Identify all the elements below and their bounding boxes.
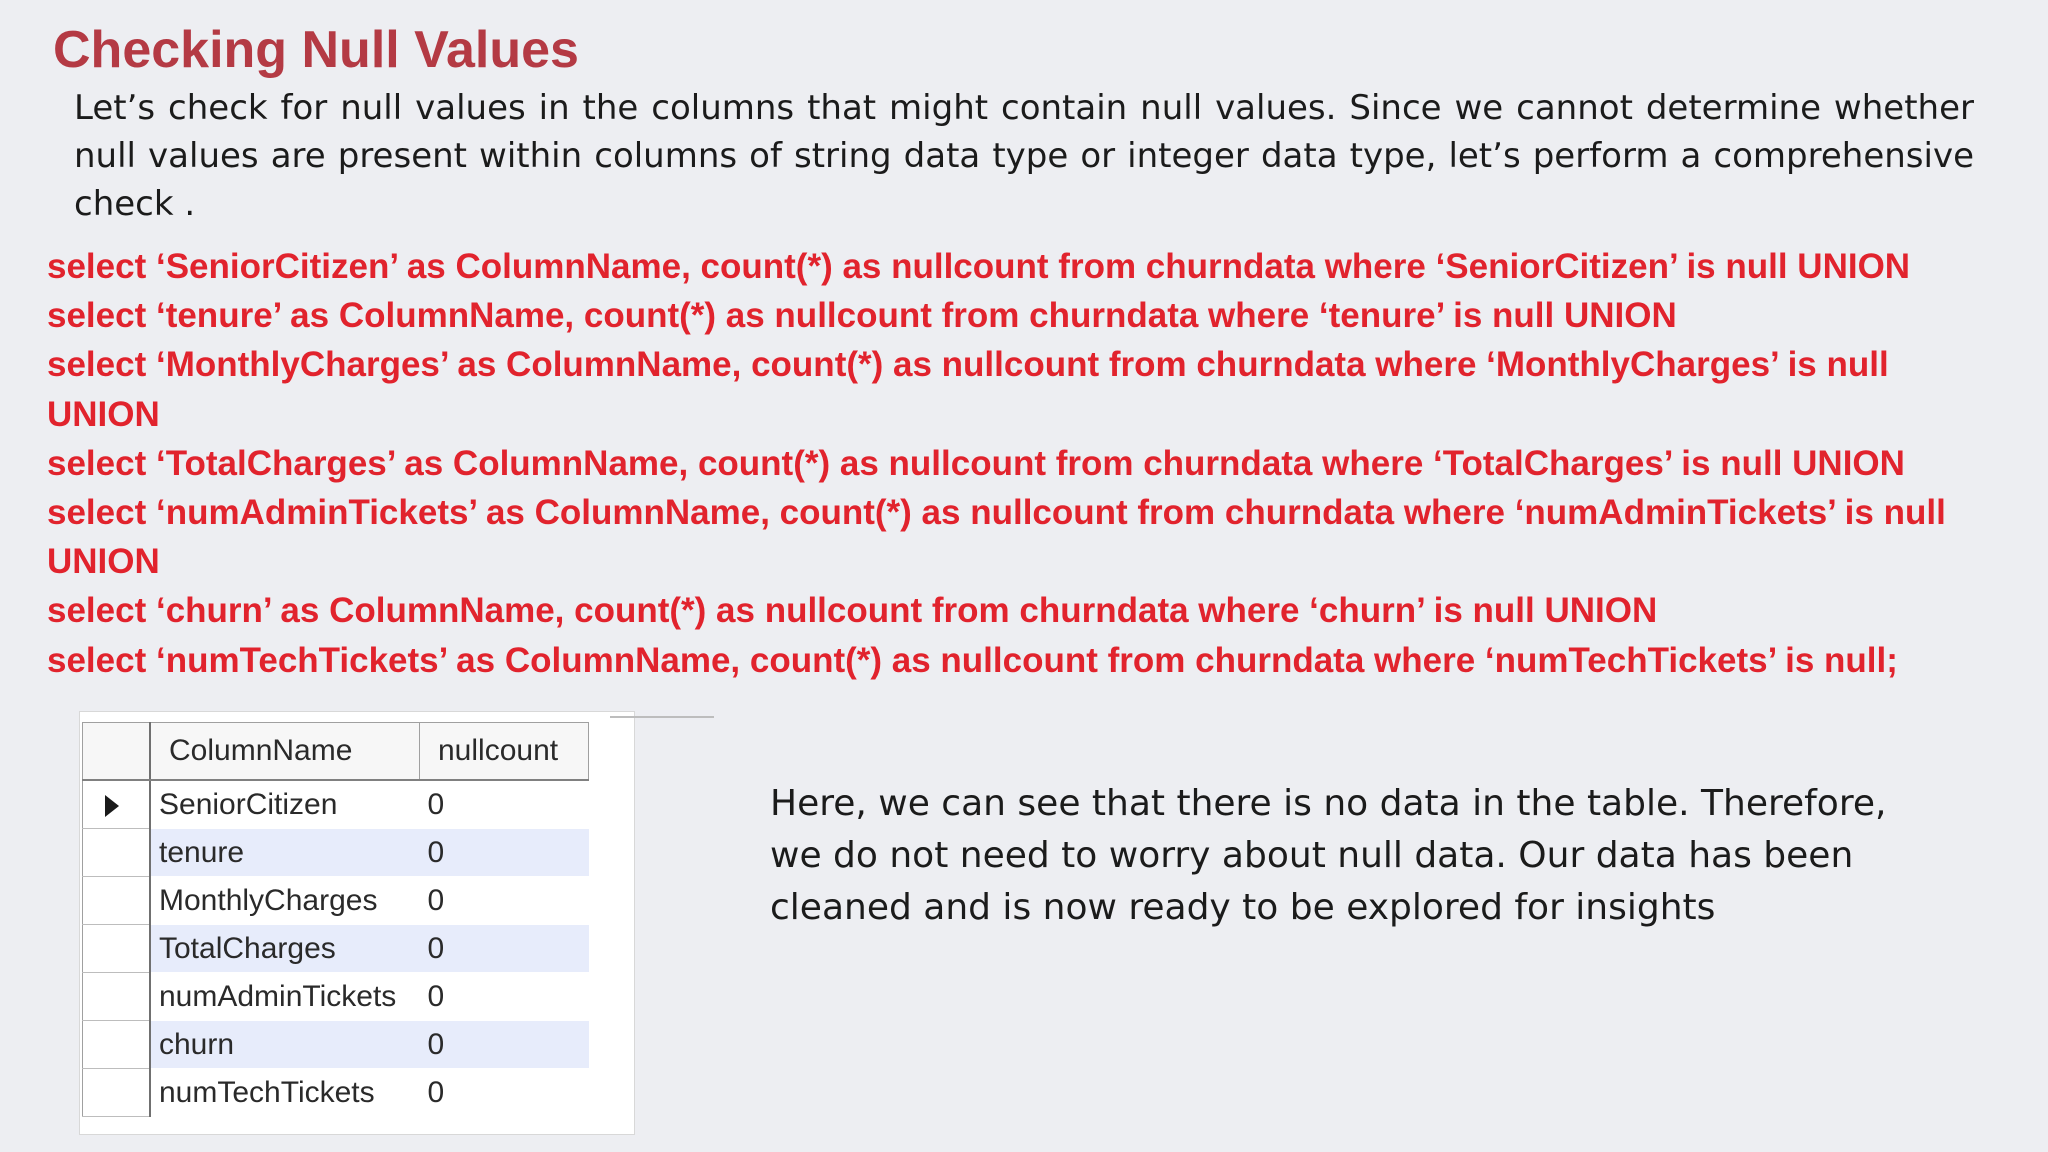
table-row[interactable]: [83, 1021, 589, 1069]
conclusion-note: Here, we can see that there is no data in the table. Therefore, we do not need to worry about null data. Our data has been cleaned and is now ready to be explored for insights: [770, 783, 1887, 928]
page-title: Checking Null Values: [53, 21, 579, 79]
cell-nullcount[interactable]: 0: [420, 1021, 589, 1069]
sql-line: select ‘tenure’ as ColumnName, count(*) as nullcount from churndata where ‘tenure’ is null UNION: [47, 296, 1677, 336]
cell-nullcount[interactable]: 0: [420, 877, 589, 925]
sql-line: select ‘TotalCharges’ as ColumnName, count(*) as nullcount from churndata where ‘TotalCharges’ is null UNION: [47, 443, 1905, 483]
row-selector[interactable]: [83, 973, 151, 1021]
row-selector-header[interactable]: [83, 723, 151, 781]
cell-nullcount[interactable]: 0: [420, 1069, 589, 1117]
table-row[interactable]: [83, 925, 589, 973]
column-header-columnname[interactable]: ColumnName: [150, 723, 420, 781]
row-selector[interactable]: [83, 925, 151, 973]
cell-nullcount[interactable]: 0: [420, 829, 589, 877]
table-row[interactable]: [83, 780, 589, 829]
sql-line: UNION: [47, 394, 160, 434]
sql-line: select ‘churn’ as ColumnName, count(*) as nullcount from churndata where ‘churn’ is null UNION: [47, 591, 1658, 631]
sql-query: [47, 242, 2037, 685]
cell-columnname[interactable]: numAdminTickets: [150, 973, 420, 1021]
cell-columnname[interactable]: SeniorCitizen: [150, 780, 420, 829]
row-selector[interactable]: [83, 877, 151, 925]
sql-line: select ‘MonthlyCharges’ as ColumnName, count(*) as nullcount from churndata where ‘MonthlyCharges’ is null: [47, 345, 1889, 385]
row-selector[interactable]: [83, 1021, 151, 1069]
cell-columnname[interactable]: TotalCharges: [150, 925, 420, 973]
table-row[interactable]: [83, 973, 589, 1021]
table-row[interactable]: [83, 1069, 589, 1117]
cell-columnname[interactable]: churn: [150, 1021, 420, 1069]
row-selector[interactable]: [83, 1069, 151, 1117]
sql-line: select ‘numTechTickets’ as ColumnName, count(*) as nullcount from churndata where ‘numTechTickets’ is null;: [47, 640, 1898, 680]
sql-line: select ‘SeniorCitizen’ as ColumnName, count(*) as nullcount from churndata where ‘SeniorCitizen’ is null UNION: [47, 247, 1911, 286]
row-selector[interactable]: [83, 780, 151, 829]
current-row-arrow-icon: [105, 795, 119, 817]
query-results-screenshot: [80, 712, 634, 1134]
cell-nullcount[interactable]: 0: [420, 973, 589, 1021]
sql-line: UNION: [47, 542, 160, 582]
intro-paragraph: Let’s check for null values in the columns that might contain null values. Since we cannot determine whether null values are present within columns of string data type or integer data type, let’s perform a comprehensive check .: [74, 88, 1974, 224]
sql-line: select ‘numAdminTickets’ as ColumnName, count(*) as nullcount from churndata where ‘numAdminTickets’ is null: [47, 493, 1946, 533]
cell-nullcount[interactable]: 0: [420, 925, 589, 973]
table-row[interactable]: [83, 877, 589, 925]
column-header-nullcount[interactable]: nullcount: [420, 723, 589, 781]
results-header-row: [83, 723, 589, 781]
cell-columnname[interactable]: tenure: [150, 829, 420, 877]
cell-nullcount[interactable]: 0: [420, 780, 589, 829]
table-row[interactable]: [83, 829, 589, 877]
results-grid: [82, 722, 589, 1117]
cell-columnname[interactable]: numTechTickets: [150, 1069, 420, 1117]
panel-edge-divider: [610, 716, 714, 718]
row-selector[interactable]: [83, 829, 151, 877]
cell-columnname[interactable]: MonthlyCharges: [150, 877, 420, 925]
